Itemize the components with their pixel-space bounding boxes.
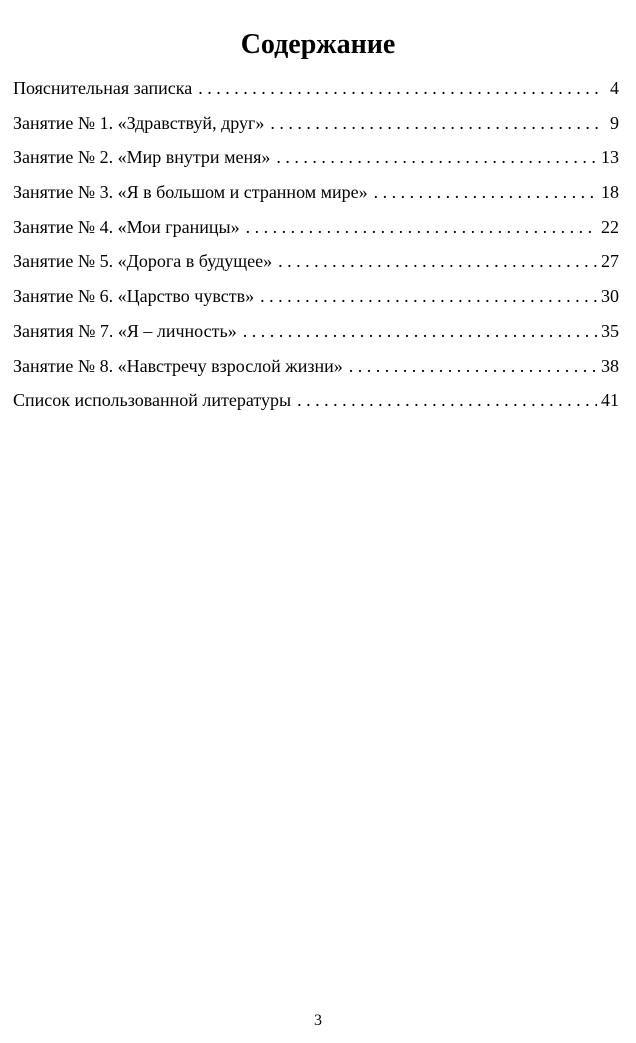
toc-entry: [13, 385, 619, 420]
toc-entry-page: 22: [601, 216, 619, 237]
toc-dot-leader: [198, 73, 601, 103]
toc-entry: [13, 281, 619, 316]
toc-entry-title: Список использованной литературы: [13, 390, 292, 411]
toc-entry-title: Занятие № 8. «Навстречу взрослой жизни»: [13, 355, 343, 376]
toc-dot-leader: [246, 212, 597, 242]
toc-entry-page: 35: [601, 320, 619, 341]
toc-entry-title: Пояснительная записка: [13, 78, 193, 98]
toc-entry-page: 41: [601, 390, 619, 411]
toc-entry-page: 30: [601, 286, 619, 307]
toc-dot-leader: [276, 142, 597, 172]
toc-entry-title: Занятие № 4. «Мои границы»: [13, 216, 240, 237]
toc-dot-leader: [260, 281, 597, 311]
toc-dot-leader: [243, 316, 597, 346]
toc-dot-leader: [297, 385, 597, 415]
toc-entry-title: Занятие № 5. «Дорога в будущее»: [13, 251, 273, 272]
toc-entry-page: 38: [601, 355, 619, 376]
toc-entry-title: Занятие № 3. «Я в большом и странном мире»: [13, 182, 368, 203]
toc-dot-leader: [278, 246, 597, 276]
toc-entry: [13, 246, 619, 281]
toc-entry-title: Занятие № 6. «Царство чувств»: [13, 286, 255, 307]
page-number: 3: [314, 1012, 322, 1029]
toc-entry: [13, 316, 619, 351]
toc-entry: [13, 73, 619, 108]
toc-entry: [13, 212, 619, 247]
toc-entry-page: 4: [610, 78, 619, 98]
toc-entry-title: Занятие № 1. «Здравствуй, друг»: [13, 112, 265, 133]
toc-entry-title: Занятие № 2. «Мир внутри меня»: [13, 147, 271, 168]
toc-dot-leader: [349, 351, 597, 381]
toc-entry-page: 18: [601, 182, 619, 203]
toc-entry: [13, 177, 619, 212]
toc-entry-title: Занятия № 7. «Я – личность»: [13, 320, 237, 341]
toc-entry: [13, 142, 619, 177]
toc-entry-page: 27: [601, 251, 619, 272]
toc-entry-page: 9: [610, 112, 619, 133]
toc-dot-leader: [270, 108, 601, 138]
toc-entry: [13, 351, 619, 386]
page-title: Содержание: [240, 28, 396, 60]
toc-dot-leader: [374, 177, 597, 207]
toc-entry: [13, 108, 619, 143]
toc-entry-page: 13: [601, 147, 619, 168]
table-of-contents: [13, 73, 619, 420]
